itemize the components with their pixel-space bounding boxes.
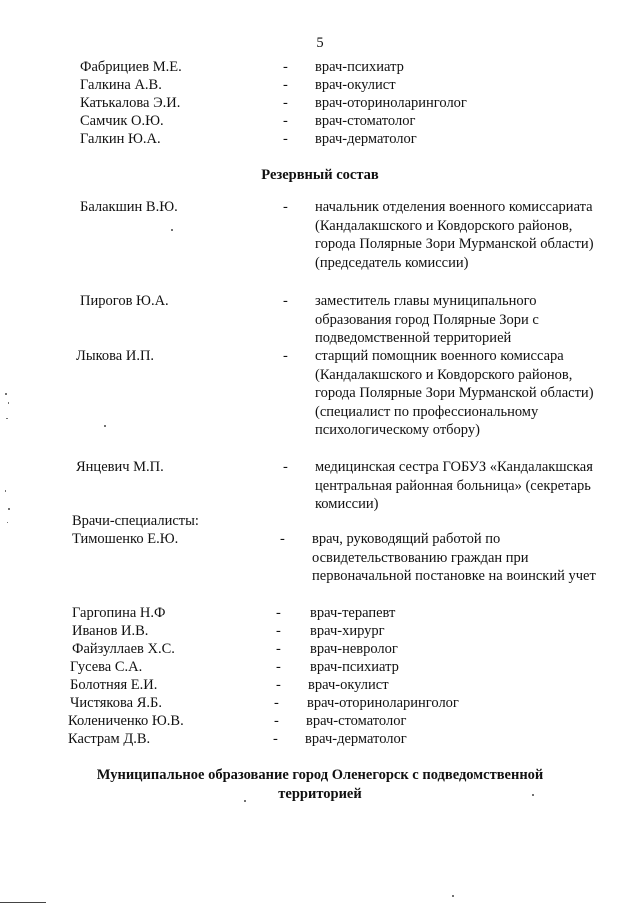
member-name: Янцевич М.П.	[76, 459, 164, 475]
scan-speck	[104, 425, 106, 427]
member-role: старщий помощник военного комиссара (Кандалакшского и Ковдорского районов, города Полярные Зори Мурманской области) (специалист по профессиональному психологическому отбору)	[315, 348, 594, 438]
dash: -	[283, 77, 288, 93]
member-name: Тимошенко Е.Ю.	[72, 531, 179, 547]
member-name: Иванов И.В.	[72, 623, 149, 639]
scan-speck	[6, 418, 8, 419]
member-role: врач-терапевт	[310, 605, 396, 621]
scan-speck	[244, 800, 246, 802]
member-name: Кастрам Д.В.	[68, 731, 151, 747]
member-name: Катькалова Э.И.	[80, 95, 181, 111]
dash: -	[283, 293, 288, 309]
member-name: Чистякова Я.Б.	[70, 695, 162, 711]
dash: -	[283, 199, 288, 215]
dash: -	[273, 731, 278, 747]
member-role: врач-психиатр	[315, 59, 404, 75]
member-name: Галкина А.В.	[80, 77, 162, 93]
dash: -	[283, 348, 288, 364]
scan-speck	[532, 794, 534, 796]
member-role: врач-стоматолог	[306, 713, 407, 729]
member-role: врач-дерматолог	[315, 131, 417, 147]
member-role: врач-дерматолог	[305, 731, 407, 747]
member-name: Гусева С.А.	[70, 659, 143, 675]
member-name: Фабрициев М.Е.	[80, 59, 182, 75]
section-title: Муниципальное образование город Оленегорск с подведомственной территорией	[96, 767, 544, 802]
scan-speck	[452, 895, 454, 897]
member-name: Болотняя Е.И.	[70, 677, 158, 693]
member-role: врач-окулист	[315, 77, 396, 93]
scan-speck	[5, 393, 7, 395]
member-role: начальник отделения военного комиссариата (Кандалакшского и Ковдорского районов, города Полярные Зори Мурманской области) (председатель комиссии)	[315, 199, 594, 271]
scan-speck	[171, 229, 173, 231]
member-name: Лыкова И.П.	[76, 348, 155, 364]
member-name: Гаргопина Н.Ф	[72, 605, 166, 621]
specialists-label: Врачи-специалисты:	[72, 513, 199, 529]
member-role: заместитель главы муниципального образования город Полярные Зори с подведомственной территорией	[315, 293, 539, 346]
reserve-heading: Резервный состав	[261, 167, 379, 183]
member-name: Самчик О.Ю.	[80, 113, 164, 129]
scan-speck	[5, 490, 6, 492]
dash: -	[280, 531, 285, 547]
member-name: Колениченко Ю.В.	[68, 713, 184, 729]
member-role: врач-стоматолог	[315, 113, 416, 129]
dash: -	[276, 623, 281, 639]
dash: -	[274, 713, 279, 729]
member-role: медицинская сестра ГОБУЗ «Кандалакшская центральная районная больница» (секретарь комиссии)	[315, 459, 593, 512]
member-role: врач-окулист	[308, 677, 389, 693]
member-role: врач-невролог	[310, 641, 398, 657]
member-role: врач-психиатр	[310, 659, 399, 675]
dash: -	[283, 59, 288, 75]
member-name: Галкин Ю.А.	[80, 131, 161, 147]
scan-speck	[7, 522, 8, 523]
dash: -	[283, 131, 288, 147]
member-name: Балакшин В.Ю.	[80, 199, 178, 215]
dash: -	[283, 459, 288, 475]
dash: -	[283, 113, 288, 129]
dash: -	[283, 95, 288, 111]
member-role: врач-оториноларинголог	[307, 695, 459, 711]
dash: -	[276, 641, 281, 657]
scan-speck	[8, 402, 9, 404]
member-name: Файзуллаев Х.С.	[72, 641, 175, 657]
member-role: врач-оториноларинголог	[315, 95, 467, 111]
member-role: врач, руководящий работой по освидетельствованию граждан при первоначальной постановке на воинский учет	[312, 531, 596, 584]
dash: -	[276, 605, 281, 621]
dash: -	[274, 695, 279, 711]
dash: -	[276, 659, 281, 675]
scan-speck	[8, 508, 10, 510]
page-number: 5	[316, 35, 324, 51]
member-name: Пирогов Ю.А.	[80, 293, 169, 309]
scan-edge-line	[0, 902, 46, 903]
dash: -	[276, 677, 281, 693]
member-role: врач-хирург	[310, 623, 385, 639]
